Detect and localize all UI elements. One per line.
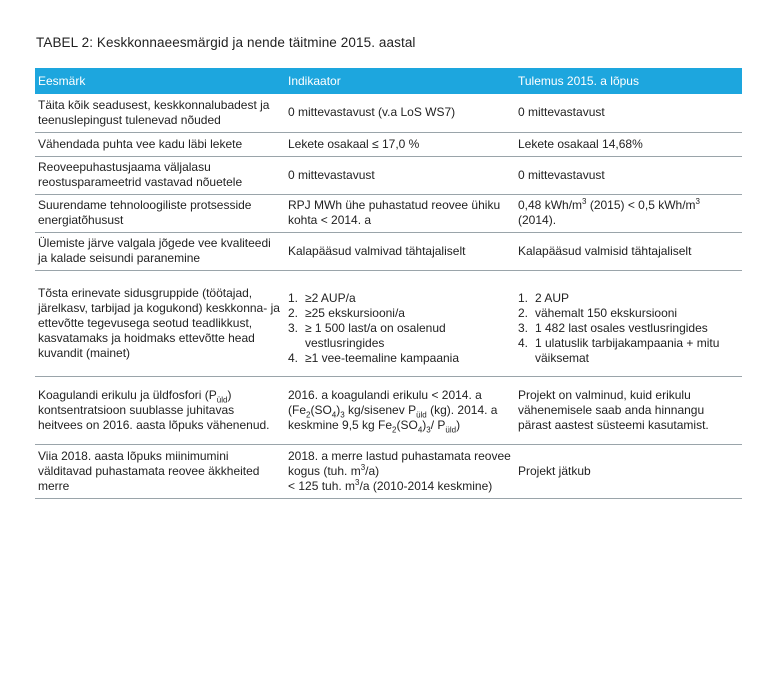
table-row	[35, 94, 742, 132]
goal-cell: Suurendame tehnoloogiliste protsesside energiatõhusust	[35, 194, 285, 232]
indicator-text: )	[336, 402, 341, 417]
result-cell: 0 mittevastavust	[515, 156, 742, 194]
table-header-row	[35, 68, 742, 94]
result-text: (2015) < 0,5 kWh/m	[586, 198, 696, 212]
subscript: 4	[331, 409, 337, 419]
result-cell	[515, 270, 742, 376]
superscript: 3	[582, 197, 587, 206]
list-text: vähemalt 150 ekskursiooni	[535, 306, 678, 320]
list-number: 3.	[518, 321, 529, 335]
subscript: 2	[306, 409, 311, 419]
list-text: 2 AUP	[535, 291, 570, 305]
indicator-cell: RPJ MWh ühe puhastatud reovee ühiku kohta < 2014. a	[285, 194, 515, 232]
subscript: 4	[417, 424, 423, 434]
list-number: 1.	[288, 291, 299, 305]
table-row	[35, 232, 742, 270]
list-number: 4.	[288, 351, 299, 365]
list-text: ≥25 ekskursiooni/a	[305, 306, 405, 320]
indicator-text: /a (2010-2014 keskmine)	[359, 478, 493, 493]
result-cell: Lekete osakaal 14,68%	[515, 132, 742, 156]
indicator-text: )	[422, 417, 427, 432]
goal-cell: Täita kõik seadusest, keskkonnalubadest ja teenuslepingust tulenevad nõuded	[35, 94, 285, 132]
result-cell: Kalapääsud valmisid tähtajaliselt	[515, 232, 742, 270]
indicator-text: 2016. a koagulandi erikulu < 2014. a (Fe	[288, 387, 482, 417]
indicator-text: (kg). 2014. a keskmine 9,5 kg Fe	[288, 402, 498, 432]
table-title: TABEL 2: Keskkonnaeesmärgid ja nende täitmine 2015. aastal	[36, 35, 416, 50]
indicator-cell: 0 mittevastavust (v.a LoS WS7)	[285, 94, 515, 132]
indicator-text: 2018. a merre lastud puhastamata reovee kogus (tuh. m	[288, 448, 511, 478]
list-item	[518, 336, 739, 366]
goal-cell: Tõsta erinevate sidusgruppide (töötajad, järelkasv, tarbijad ja kogukond) keskkonna- ja ettevõtte tegevusega seotud teadlikkust, kasvatamaks ja hoidmaks ettevõtte head kuvandit (mainet)	[35, 270, 285, 376]
indicator-text: kg/sisenev P	[344, 402, 417, 417]
list-number: 1.	[518, 291, 529, 305]
list-number: 2.	[288, 306, 299, 320]
list-number: 4.	[518, 336, 529, 350]
table-row	[35, 270, 742, 376]
result-cell	[515, 194, 742, 232]
list-text: ≥ 1 500 last/a on osalenud vestlusringides	[305, 321, 446, 350]
list-text: ≥1 vee-teemaline kampaania	[305, 351, 460, 365]
header-goal: Eesmärk	[35, 68, 285, 94]
goals-table	[35, 68, 742, 499]
indicator-text: (SO	[396, 417, 418, 432]
indicator-cell	[285, 444, 515, 498]
list-text: 1 ulatuslik tarbijakampaania + mitu väiksemat	[535, 336, 720, 365]
result-cell: 0 mittevastavust	[515, 94, 742, 132]
superscript: 3	[355, 477, 360, 487]
list-number: 3.	[288, 321, 299, 335]
table-row	[35, 132, 742, 156]
subscript: üld	[416, 409, 427, 419]
result-cell: Projekt jätkub	[515, 444, 742, 498]
indicator-cell: 0 mittevastavust	[285, 156, 515, 194]
goal-cell: Reoveepuhastusjaama väljalasu reostusparameetrid vastavad nõuetele	[35, 156, 285, 194]
goal-cell: Viia 2018. aasta lõpuks miinimumini välditavad puhastamata reovee äkkheited merre	[35, 444, 285, 498]
result-cell: Projekt on valminud, kuid erikulu vähenemisele saab anda hinnangu pärast aastest süsteemi kasutamist.	[515, 376, 742, 444]
goal-text: Koagulandi erikulu ja üldfosfori (P	[38, 387, 217, 402]
result-text: (2014).	[518, 213, 557, 227]
list-item	[518, 321, 739, 336]
indicator-list	[288, 291, 512, 366]
superscript: 3	[360, 462, 366, 472]
indicator-text: < 125 tuh. m	[288, 478, 356, 493]
result-text: 0,48 kWh/m	[518, 198, 583, 212]
goal-cell: Vähendada puhta vee kadu läbi lekete	[35, 132, 285, 156]
goal-cell: Ülemiste järve valgala jõgede vee kvaliteedi ja kalade seisundi paranemine	[35, 232, 285, 270]
indicator-cell	[285, 376, 515, 444]
result-list	[518, 291, 739, 366]
list-number: 2.	[518, 306, 529, 320]
list-item	[518, 291, 739, 306]
list-item	[288, 306, 512, 321]
list-item	[288, 321, 512, 351]
subscript: 2	[392, 424, 397, 434]
list-item	[518, 306, 739, 321]
indicator-text: / P	[430, 417, 446, 432]
header-indicator: Indikaator	[285, 68, 515, 94]
table-row	[35, 444, 742, 498]
indicator-text: /a)	[365, 463, 380, 478]
header-result: Tulemus 2015. a lõpus	[515, 68, 742, 94]
table-row	[35, 194, 742, 232]
subscript: 3	[426, 424, 431, 434]
goal-text: ) kontsentratsioon suublasse juhitavas heitvees on 2016. aasta lõpuks vähenenud.	[38, 387, 270, 432]
subscript: üld	[216, 394, 228, 404]
table-row	[35, 376, 742, 444]
list-text: 1 482 last osales vestlusringides	[535, 321, 708, 335]
goal-cell	[35, 376, 285, 444]
table-row	[35, 156, 742, 194]
indicator-text: (SO	[310, 402, 332, 417]
subscript: üld	[445, 424, 457, 434]
subscript: 3	[340, 409, 345, 419]
list-item	[288, 291, 512, 306]
indicator-cell: Kalapääsud valmivad tähtajaliselt	[285, 232, 515, 270]
indicator-cell	[285, 270, 515, 376]
list-text: ≥2 AUP/a	[305, 291, 356, 305]
indicator-text: )	[456, 417, 461, 432]
indicator-cell: Lekete osakaal ≤ 17,0 %	[285, 132, 515, 156]
superscript: 3	[695, 197, 700, 206]
list-item	[288, 351, 512, 366]
